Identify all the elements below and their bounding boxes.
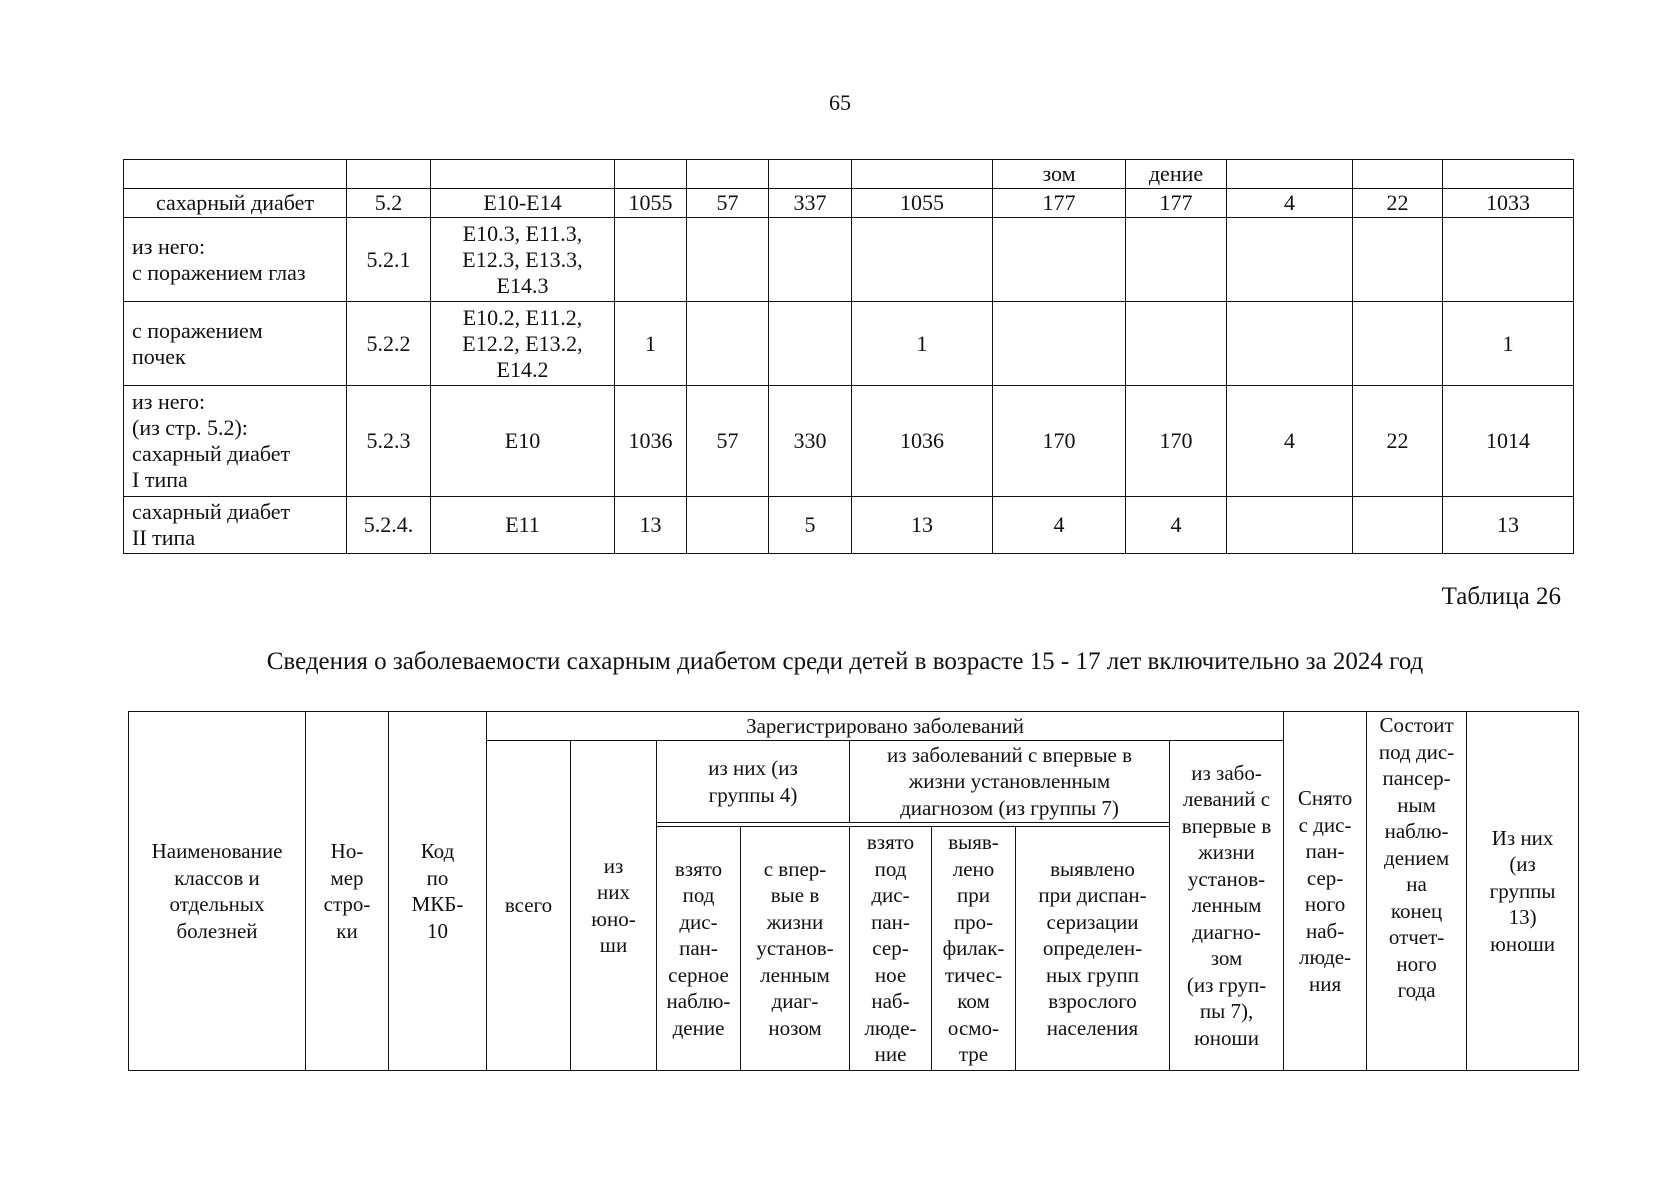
table-row: сахарный диабет II типа 5.2.4. E11 13 5 13 4 4 13 <box>124 497 1574 554</box>
header-icd-code: Код по МКБ- 10 <box>389 712 487 1071</box>
table-row: из него: (из стр. 5.2): сахарный диабет I типа 5.2.3 E10 1036 57 330 1036 170 170 4 22 1014 <box>124 386 1574 497</box>
header-taken-dispensary: взято под дис- пан- серное наблю- дение <box>657 827 741 1071</box>
header-total: всего <box>487 741 571 1071</box>
header-g7-dispensary-adult: выявлено при диспан- серизации определен- ных групп взрослого населения <box>1016 827 1170 1071</box>
header-g7-youths: из забо- леваний с впервые в жизни установ- ленным диагно- зом (из груп- пы 7), юноши <box>1170 741 1284 1071</box>
diabetes-table-header <box>128 711 1579 1071</box>
table-row: из него: с поражением глаз 5.2.1 E10.3, E11.3, E12.3, E13.3, E14.3 <box>124 218 1574 302</box>
row-name: сахарный диабет <box>124 189 347 218</box>
table-row: сахарный диабет 5.2 E10-E14 1055 57 337 1055 177 177 4 22 1033 <box>124 189 1574 218</box>
row-name: из него: с поражением глаз <box>124 218 347 302</box>
page-number: 65 <box>829 90 851 115</box>
header-youths: из них юно- ши <box>571 741 657 1071</box>
table-row: с поражением почек 5.2.2 E10.2, E11.2, E12.2, E13.2, E14.2 1 1 1 <box>124 302 1574 386</box>
header-of-them: Из них (из группы 13) юноши <box>1467 712 1579 1071</box>
row-name: сахарный диабет II типа <box>124 497 347 554</box>
header-registered: Зарегистрировано заболеваний <box>487 712 1284 741</box>
header-row-number: Но- мер стро- ки <box>306 712 389 1071</box>
header-first-diagnosed: с впер- вые в жизни установ- ленным диаг- нозом <box>741 827 850 1071</box>
header-from-group7: из заболеваний с впервые в жизни установленным диагнозом (из группы 7) <box>850 741 1170 823</box>
header-g7-prophylactic: выяв- лено при про- филак- тичес- ком осмо- тре <box>932 827 1016 1071</box>
header-g7-taken: взято под дис- пан- сер- ное наб- люде- ние <box>850 827 932 1071</box>
header-from-group4: из них (из группы 4) <box>657 741 850 823</box>
header-name: Наименование классов и отдельных болезней <box>129 712 306 1071</box>
row-name: с поражением почек <box>124 302 347 386</box>
table-label: Таблица 26 <box>1441 583 1561 610</box>
carry-over-row: зом дение <box>124 160 1574 189</box>
header-removed: Снято с дис- пан- сер- ного наб- люде- ния <box>1284 712 1367 1071</box>
table-title: Сведения о заболеваемости сахарным диабетом среди детей в возрасте 15 - 17 лет включительно за 2024 год <box>266 648 1424 675</box>
header-under-observation: Состоит под дис- пансер- ным наблю- дением на конец отчет- ного года <box>1367 712 1467 1071</box>
continued-table <box>123 159 1574 554</box>
row-name: из него: (из стр. 5.2): сахарный диабет I типа <box>124 386 347 497</box>
